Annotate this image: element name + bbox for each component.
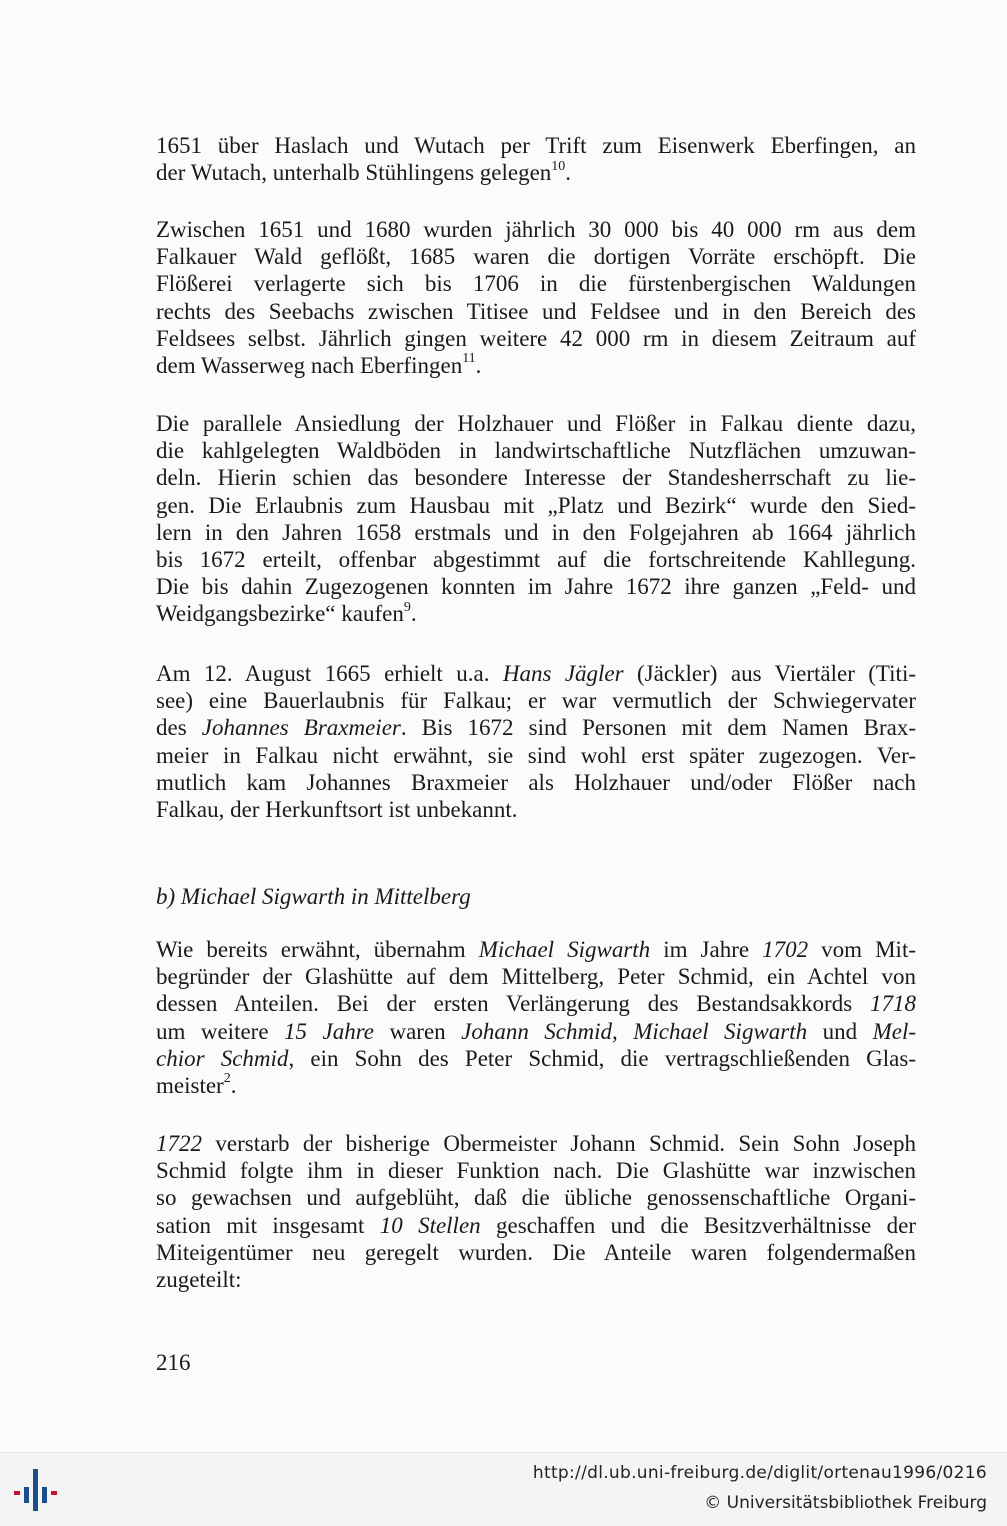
text-line: Feldsees selbst. Jährlich gingen weitere 42 000 rm in diesem Zeitraum auf (156, 325, 916, 351)
page-number: 216 (156, 1350, 191, 1375)
text-line: der Wutach, unterhalb Stühlingens gelegen$^{10}$. (156, 158, 572, 186)
text-line: rechts des Seebachs zwischen Titisee und Feldsee und in den Bereich des (156, 298, 916, 324)
footnote-ref: 9 (403, 599, 411, 615)
person-name: Johannes Braxmeier (201, 715, 401, 741)
text-line: Am 12. August 1665 erhielt u.a. Hans Jägler (Jäckler) aus Viertäler (Titi- (156, 661, 916, 686)
paragraph-3 (156, 410, 916, 628)
text-line: Falkau, der Herkunftsort ist unbekannt. (156, 797, 518, 823)
text-line: 1651 über Haslach und Wutach per Trift zum Eisenwerk Eberfingen, an (156, 133, 916, 158)
text-line: Miteigentümer neu geregelt wurden. Die Anteile waren folgendermaßen (156, 1239, 916, 1265)
text-line: so gewachsen und aufgeblüht, daß die übliche genossenschaftliche Organi- (156, 1185, 916, 1211)
footnote-ref: 10 (551, 158, 566, 174)
paragraph-1 (156, 132, 916, 186)
footnote-ref: 2 (223, 1071, 231, 1087)
text-line: Flößerei verlagerte sich bis 1706 in die fürstenbergischen Waldungen (156, 271, 916, 297)
ub-freiburg-logo-icon[interactable] (14, 1465, 62, 1513)
footnote-ref: 11 (462, 351, 476, 367)
section-heading: b) Michael Sigwarth in Mittelberg (156, 884, 471, 909)
text-line: gen. Die Erlaubnis zum Hausbau mit „Platz und Bezirk“ wurde den Sied- (156, 492, 916, 518)
text-line: zugeteilt: (156, 1267, 242, 1293)
text-line: Wie bereits erwähnt, übernahm Michael Sigwarth im Jahre 1702 vom Mit- (156, 937, 916, 962)
text-line: Weidgangsbezirke“ kaufen$^9$. (156, 599, 417, 627)
text-line: mutlich kam Johannes Braxmeier als Holzhauer und/oder Flößer nach (156, 769, 916, 795)
text-line: um weitere 15 Jahre waren Johann Schmid, Michael Sigwarth und Mel- (156, 1018, 916, 1044)
text-line: 1722 verstarb der bisherige Obermeister Johann Schmid. Sein Sohn Joseph (156, 1131, 916, 1156)
text-line: die kahlgelegten Waldböden in landwirtschaftliche Nutzflächen umzuwan- (156, 438, 916, 464)
viewer-footer (0, 1452, 1007, 1526)
copyright-text: © Universitätsbibliothek Freiburg (704, 1493, 987, 1513)
text-line: Die parallele Ansiedlung der Holzhauer und Flößer in Falkau diente dazu, (156, 411, 916, 436)
text-line: Zwischen 1651 und 1680 wurden jährlich 30 000 bis 40 000 rm aus dem (156, 217, 916, 242)
permalink-url[interactable]: http://dl.ub.uni-freiburg.de/diglit/ortenau1996/0216 (532, 1463, 987, 1483)
text-line: begründer der Glashütte auf dem Mittelberg, Peter Schmid, ein Achtel von (156, 964, 916, 990)
text-line: Die bis dahin Zugezogenen konnten im Jahre 1672 ihre ganzen „Feld- und (156, 574, 916, 600)
text-line: des Johannes Braxmeier. Bis 1672 sind Personen mit dem Namen Brax- (156, 715, 916, 741)
paragraph-2 (156, 216, 916, 379)
paragraph-6 (156, 1130, 916, 1293)
person-name: Hans Jägler (502, 661, 624, 686)
text-line: see) eine Bauerlaubnis für Falkau; er war vermutlich der Schwiegervater (156, 688, 916, 714)
text-line: bis 1672 erteilt, offenbar abgestimmt auf die fortschreitende Kahllegung. (156, 547, 916, 573)
text-line: dessen Anteilen. Bei der ersten Verlängerung des Bestandsakkords 1718 (156, 991, 916, 1017)
text-line: chior Schmid, ein Sohn des Peter Schmid, die vertragschließenden Glas- (156, 1045, 916, 1071)
text-line: Falkauer Wald geflößt, 1685 waren die dortigen Vorräte erschöpft. Die (156, 244, 916, 270)
text-line: lern in den Jahren 1658 erstmals und in den Folgejahren ab 1664 jährlich (156, 519, 916, 545)
text-line: dem Wasserweg nach Eberfingen$^{11}$. (156, 351, 482, 379)
text-line: sation mit insgesamt 10 Stellen geschaffen und die Besitzverhältnisse der (156, 1212, 917, 1238)
text-line: meister$^2$. (156, 1071, 237, 1099)
paragraph-5 (156, 936, 916, 1099)
text-line: meier in Falkau nicht erwähnt, sie sind wohl erst später zugezogen. Ver- (156, 742, 916, 768)
text-line: deln. Hierin schien das besondere Interesse der Standesherrschaft zu lie- (156, 465, 916, 491)
text-line: Schmid folgte ihm in dieser Funktion nach. Die Glashütte war inzwischen (156, 1158, 916, 1184)
paragraph-4 (156, 660, 916, 823)
